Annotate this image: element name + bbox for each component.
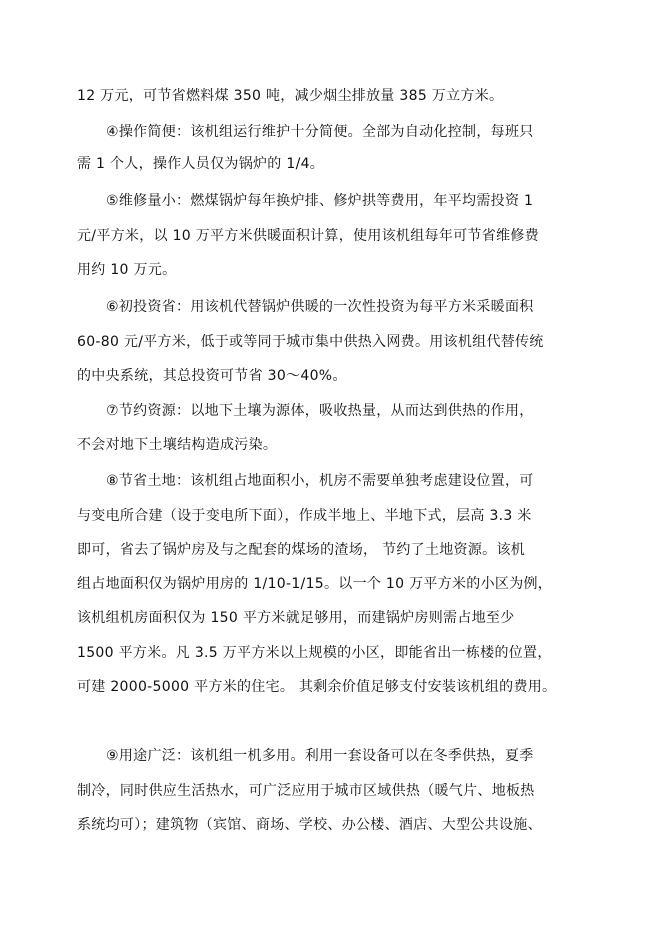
text-line-item-7: ⑦节约资源：以地下土壤为源体，吸收热量，从而达到供热的作用， — [106, 403, 534, 419]
text-line: 12 万元，可节省燃料煤 350 吨，减少烟尘排放量 385 万立方米。 — [77, 88, 504, 104]
text-line: 可建 2000-5000 平方米的住宅。 其剩余价值足够支付安装该机组的费用。 — [77, 679, 557, 695]
text-line-item-9: ⑨用途广泛：该机组一机多用。利用一套设备可以在冬季供热，夏季 — [106, 748, 534, 764]
text-line: 不会对地下土壤结构造成污染。 — [77, 437, 278, 453]
text-line-item-8: ⑧节省土地：该机组占地面积小，机房不需要单独考虑建设位置，可 — [106, 473, 534, 489]
text-line-item-5: ⑤维修量小：燃煤锅炉每年换炉排、修炉拱等费用，年平均需投资 1 — [106, 193, 534, 209]
text-line: 该机组机房面积仅为 150 平方米就足够用，而建锅炉房则需占地至少 — [77, 610, 515, 626]
text-line-item-6: ⑥初投资省：用该机代替锅炉供暖的一次性投资为每平方米采暖面积 — [106, 299, 534, 315]
text-line: 的中央系统，其总投资可节省 30～40%。 — [77, 368, 347, 384]
text-line-item-4: ④操作简便：该机组运行维护十分简便。全部为自动化控制，每班只 — [106, 124, 534, 140]
text-line: 与变电所合建（设于变电所下面），作成半地上、半地下式，层高 3.3 米 — [77, 508, 532, 524]
text-line: 元/平方米，以 10 万平方米供暖面积计算，使用该机组每年可节省维修费 — [77, 228, 539, 244]
text-line: 1500 平方米。凡 3.5 万平方米以上规模的小区，即能省出一栋楼的位置， — [77, 645, 552, 661]
text-line: 即可，省去了锅炉房及与之配套的煤场的渣场， 节约了土地资源。该机 — [77, 542, 526, 558]
text-line: 组占地面积仅为锅炉用房的 1/10-1/15。以一个 10 万平方米的小区为例， — [77, 576, 553, 592]
text-line: 制冷，同时供应生活热水，可广泛应用于城市区域供热（暖气片、地板热 — [77, 783, 535, 799]
text-line: 需 1 个人，操作人员仅为锅炉的 1/4。 — [77, 156, 325, 172]
text-line: 用约 10 万元。 — [77, 262, 177, 278]
text-line: 60-80 元/平方米，低于或等同于城市集中供热入网费。用该机组代替传统 — [77, 334, 544, 350]
text-line: 系统均可）；建筑物（宾馆、商场、学校、办公楼、酒店、大型公共设施、 — [77, 817, 542, 833]
